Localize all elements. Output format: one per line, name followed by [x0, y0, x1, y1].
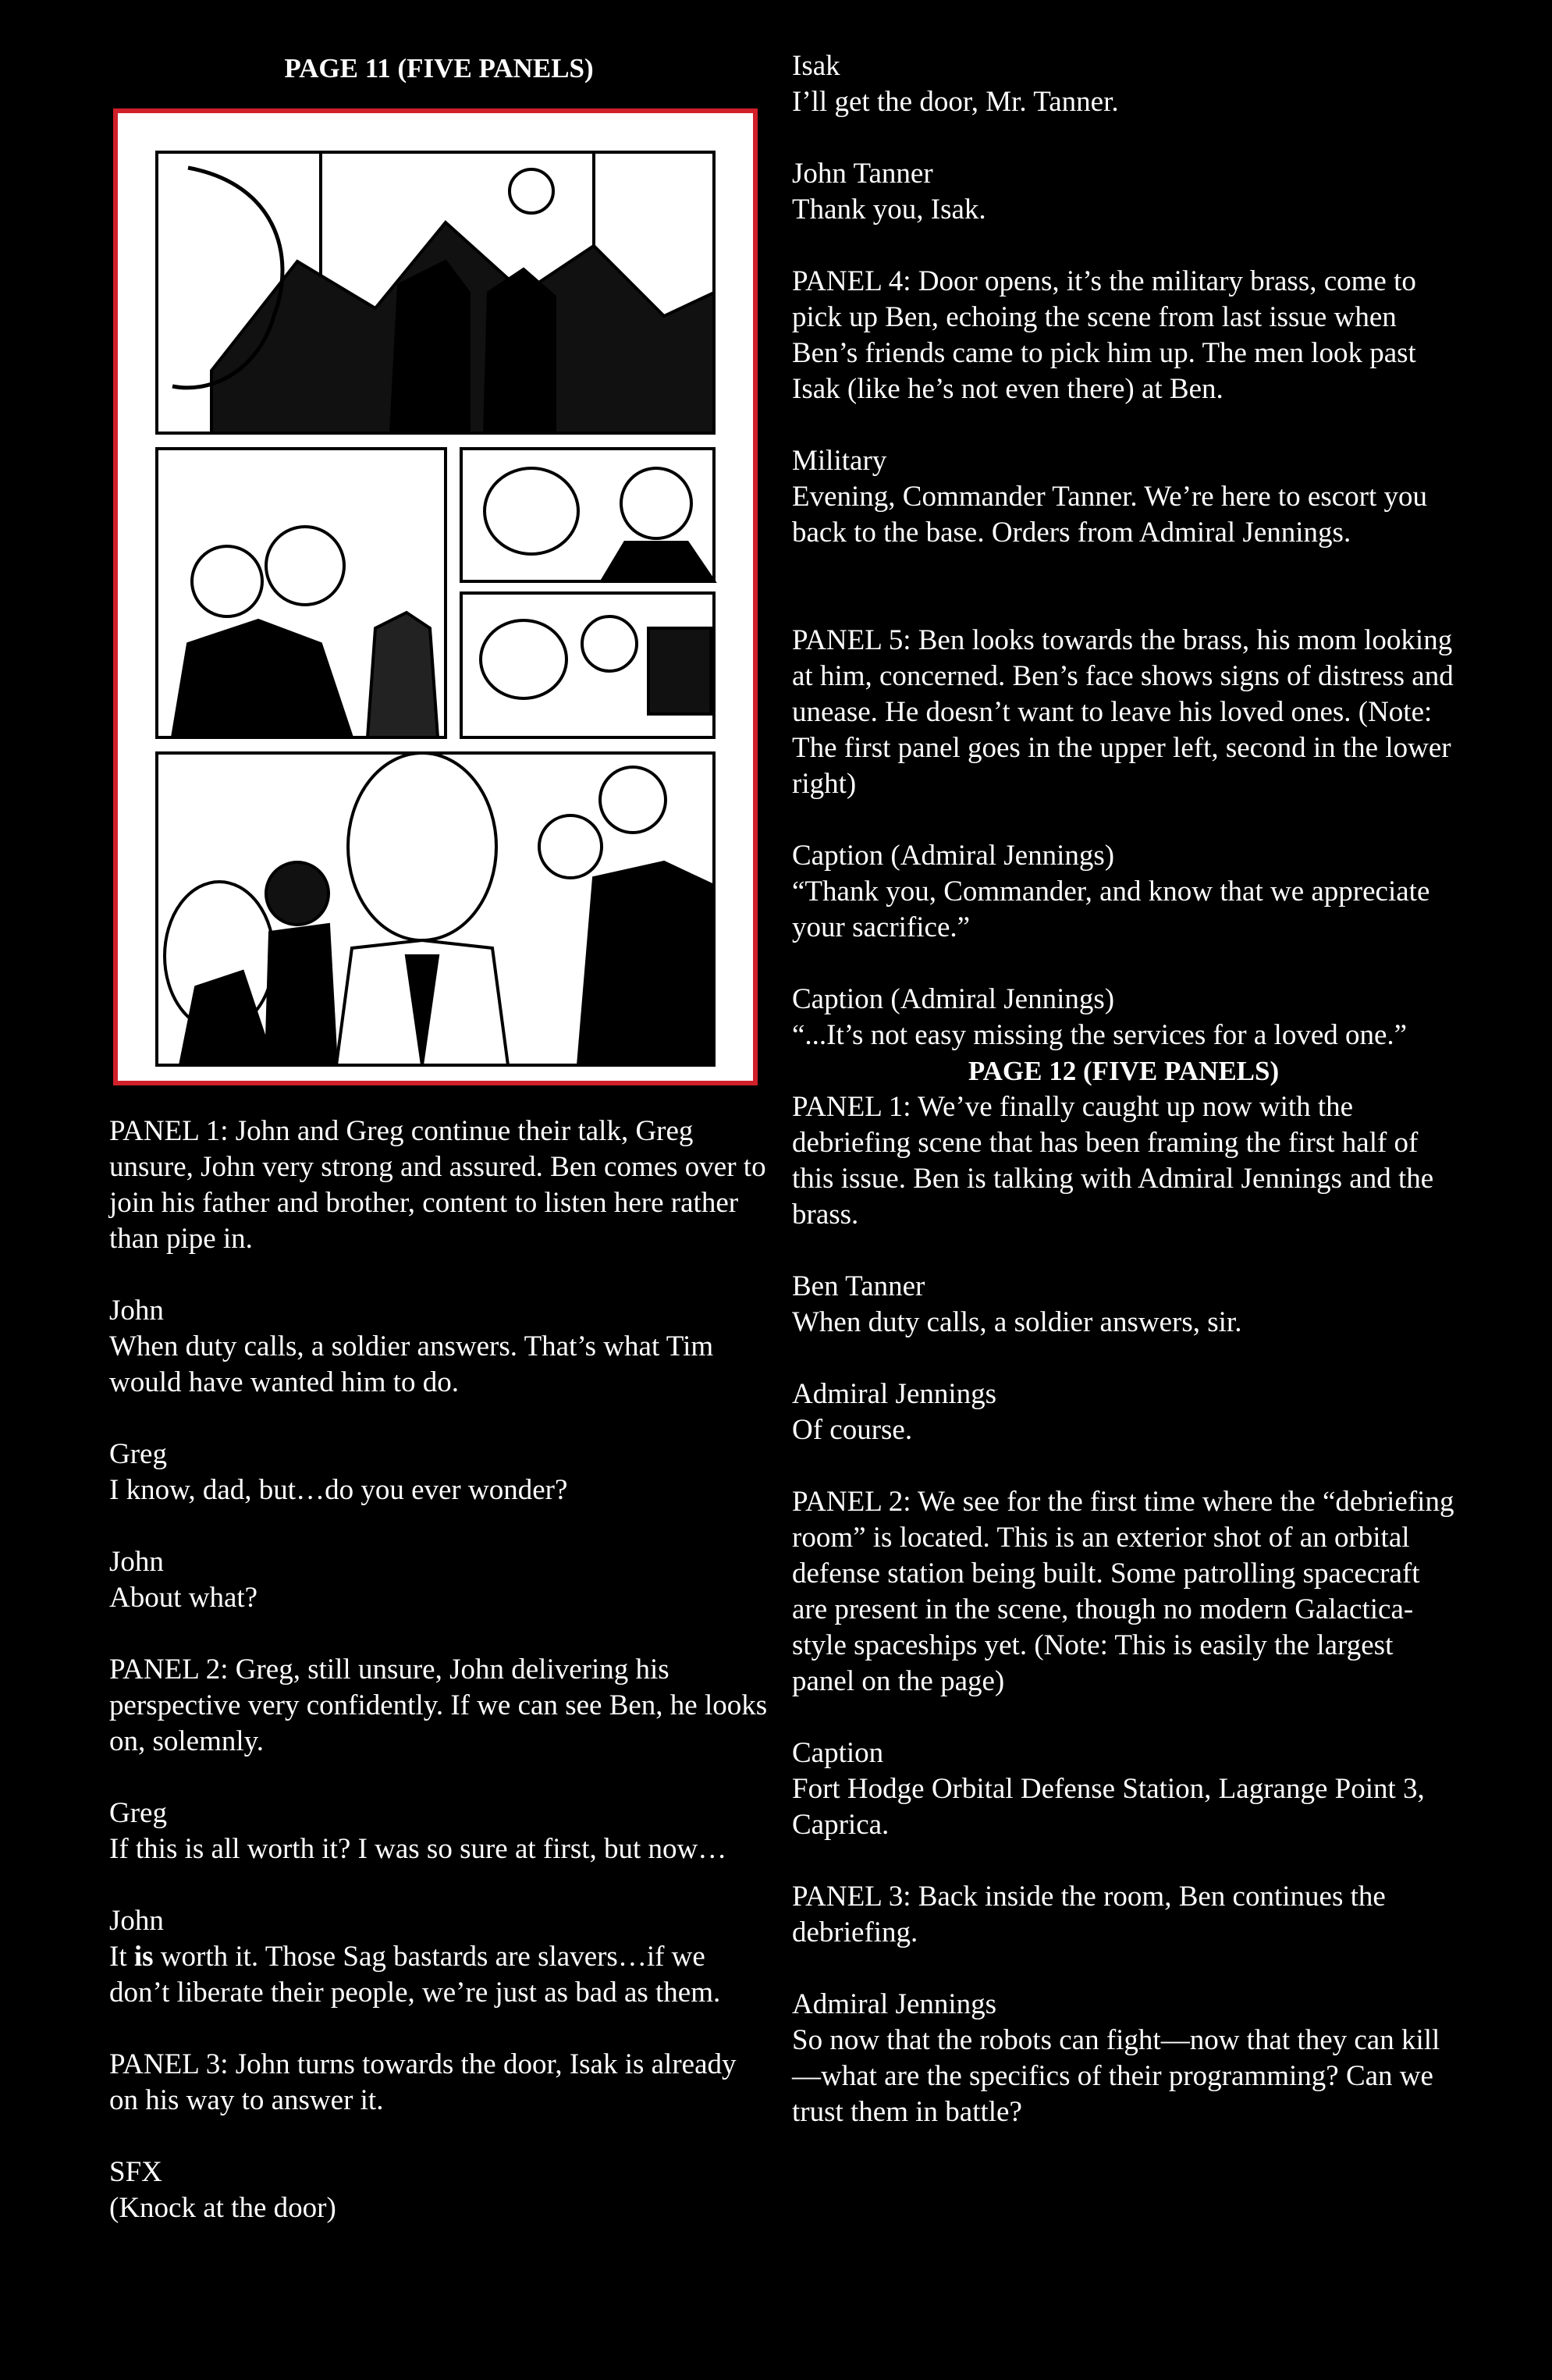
speaker-name: John [109, 1546, 164, 1578]
dialogue-block [109, 1544, 769, 1616]
dialogue-text: About what? [109, 1582, 258, 1614]
page-12-heading: PAGE 12 (FIVE PANELS) [968, 1056, 1280, 1086]
speaker-name: Greg [109, 1797, 167, 1829]
speaker-name: Ben Tanner [792, 1270, 925, 1302]
speaker-name: Caption (Admiral Jennings) [792, 983, 1115, 1015]
dialogue-block [792, 1269, 1455, 1341]
speaker-name: Greg [109, 1438, 167, 1470]
dialogue-text: “...It’s not easy missing the services for a loved one.” [792, 1019, 1408, 1051]
speaker-name: Caption (Admiral Jennings) [792, 840, 1115, 872]
speaker-name: SFX [109, 2156, 162, 2188]
dialogue-text: If this is all worth it? I was so sure at first, but now… [109, 1833, 727, 1865]
dialogue-block [792, 982, 1455, 1053]
speaker-name: Military [792, 445, 887, 477]
dialogue-text: “Thank you, Commander, and know that we appreciate your sacrifice.” [792, 876, 1430, 943]
speaker-name: John Tanner [792, 158, 933, 190]
dialogue-text: I’ll get the door, Mr. Tanner. [792, 86, 1119, 118]
dialogue-block [792, 838, 1455, 946]
dialogue-text: I know, dad, but…do you ever wonder? [109, 1474, 568, 1506]
script-direction: PANEL 5: Ben looks towards the brass, his mom looking at him, concerned. Ben’s face shows signs of distress and unease. He doesn’t want to leave his loved ones. (Note: The first panel goes in the upper left, second in the lower right) [792, 624, 1454, 800]
dialogue-text: (Knock at the door) [109, 2192, 336, 2224]
comic-art-frame [113, 108, 758, 1085]
speaker-name: John [109, 1905, 164, 1937]
dialogue-text: Fort Hodge Orbital Defense Station, Lagrange Point 3, Caprica. [792, 1773, 1425, 1841]
spacer [792, 587, 1455, 623]
dialogue-text: It is worth it. Those Sag bastards are slavers…if we don’t liberate their people, we’re just as bad as them. [109, 1941, 721, 2009]
speaker-name: Caption [792, 1737, 884, 1769]
speaker-name: Admiral Jennings [792, 1378, 997, 1410]
script-direction: PANEL 3: Back inside the room, Ben continues the debriefing. [792, 1881, 1386, 1948]
speaker-name: Isak [792, 50, 840, 82]
script-right [792, 48, 1455, 2166]
dialogue-text: So now that the robots can fight—now that they can kill—what are the specifics of their programming? Can we trust them in battle? [792, 2024, 1440, 2128]
dialogue-block [792, 1987, 1455, 2130]
dialogue-block [792, 1735, 1455, 1843]
dialogue-text: Thank you, Isak. [792, 194, 986, 226]
dialogue-block [109, 1437, 769, 1508]
script-direction: PANEL 3: John turns towards the door, Isak is already on his way to answer it. [109, 2048, 737, 2116]
emphasis-word: is [133, 1941, 154, 1973]
dialogue-block [792, 48, 1455, 120]
dialogue-text: Of course. [792, 1414, 913, 1446]
speaker-name: John [109, 1295, 164, 1327]
dialogue-block [109, 1293, 769, 1401]
script-direction: PANEL 2: We see for the first time where the “debriefing room” is located. This is an exterior shot of an orbital defense station being built. Some patrolling spacecraft are present in the scene, though no modern Galactica-style spaceships yet. (Note: This is easily the largest panel on the page) [792, 1486, 1454, 1697]
dialogue-block [792, 156, 1455, 228]
comic-page-illustration [118, 113, 753, 1081]
dialogue-text: When duty calls, a soldier answers. That’s what Tim would have wanted him to do. [109, 1330, 714, 1398]
script-direction: PANEL 1: John and Greg continue their talk, Greg unsure, John very strong and assured. Ben comes over to join his father and brother, content to listen here rather than pipe in. [109, 1115, 766, 1255]
page-11-heading: PAGE 11 (FIVE PANELS) [284, 53, 594, 83]
dialogue-block [792, 1376, 1455, 1448]
dialogue-block [109, 2154, 769, 2226]
dialogue-text: When duty calls, a soldier answers, sir. [792, 1306, 1242, 1338]
dialogue-block [792, 443, 1455, 551]
dialogue-block [109, 1796, 769, 1867]
script-direction: PANEL 1: We’ve finally caught up now with the debriefing scene that has been framing the first half of this issue. Ben is talking with Admiral Jennings and the brass. [792, 1091, 1434, 1231]
dialogue-text: Evening, Commander Tanner. We’re here to escort you back to the base. Orders from Admiral Jennings. [792, 481, 1427, 549]
page-11-script-left [109, 1114, 769, 2262]
dialogue-block [109, 1903, 769, 2011]
script-direction: PANEL 2: Greg, still unsure, John delivering his perspective very confidently. If we can see Ben, he looks on, solemnly. [109, 1654, 768, 1757]
speaker-name: Admiral Jennings [792, 1988, 997, 2020]
script-direction: PANEL 4: Door opens, it’s the military brass, come to pick up Ben, echoing the scene from last issue when Ben’s friends came to pick him up. The men look past Isak (like he’s not even there) at Ben. [792, 265, 1416, 405]
